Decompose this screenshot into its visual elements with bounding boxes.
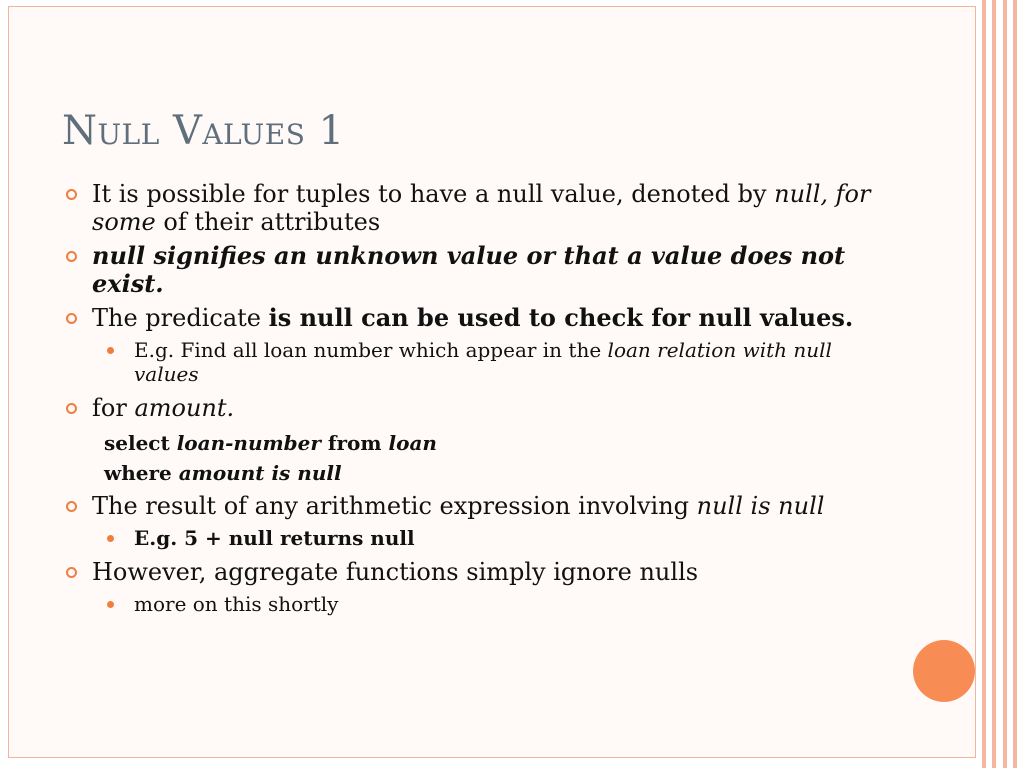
- code-line: [62, 428, 892, 458]
- bullet-text-bold-italic: null signifies an unknown value or that a value does not exist.: [92, 241, 846, 298]
- bullet-text-italic: null, for some: [92, 180, 871, 236]
- bullet-ring-icon: [66, 189, 77, 200]
- code-identifier: loan: [388, 431, 437, 455]
- bullet-item: [62, 180, 892, 236]
- code-keyword: from: [320, 431, 389, 455]
- bullet-item: [62, 492, 892, 520]
- decorative-stripe: [992, 0, 996, 768]
- code-identifier: amount is null: [178, 461, 342, 485]
- bullet-dot-icon: [107, 601, 114, 608]
- bullet-text-italic: amount.: [134, 394, 235, 422]
- sub-bullet-text: more on this shortly: [134, 592, 339, 616]
- bullet-item: [62, 304, 892, 332]
- bullet-dot-icon: [107, 347, 114, 354]
- bullet-item: [62, 394, 892, 422]
- bullet-ring-icon: [66, 501, 77, 512]
- decorative-circle: [913, 640, 975, 702]
- bullet-text: It is possible for tuples to have a null value, denoted by: [92, 180, 775, 208]
- bullet-item: [62, 558, 892, 586]
- decorative-stripe: [1003, 0, 1007, 768]
- bullet-ring-icon: [66, 403, 77, 414]
- code-line: [62, 458, 892, 488]
- bullet-ring-icon: [66, 567, 77, 578]
- bullet-text: for: [92, 394, 135, 422]
- bullet-text: The result of any arithmetic expression involving: [92, 492, 697, 520]
- sub-bullet-item: [62, 338, 892, 386]
- code-identifier: loan-number: [176, 431, 321, 455]
- bullet-ring-icon: [66, 251, 77, 262]
- decorative-stripe: [982, 0, 986, 768]
- bullet-text: However, aggregate functions simply ignore nulls: [92, 558, 699, 586]
- bullet-dot-icon: [107, 535, 114, 542]
- sub-bullet-text-italic: loan relation with null values: [134, 338, 832, 386]
- decorative-stripe: [1013, 0, 1017, 768]
- bullet-text: The predicate: [92, 304, 269, 332]
- bullet-text-bold: is null can be used to check for null values.: [268, 303, 854, 332]
- code-keyword: select: [104, 431, 177, 455]
- bullet-text-italic: null is null: [696, 492, 825, 520]
- bullet-item: [62, 242, 892, 298]
- sub-bullet-item: [62, 526, 892, 550]
- code-keyword: where: [104, 461, 179, 485]
- sub-bullet-text: E.g. Find all loan number which appear in the: [134, 338, 608, 362]
- sub-bullet-item: [62, 592, 892, 616]
- sub-bullet-text-bold: E.g. 5 + null returns null: [134, 526, 415, 550]
- bullet-ring-icon: [66, 313, 77, 324]
- slide-title: Null Values 1: [62, 108, 345, 154]
- bullet-text: of their attributes: [155, 208, 381, 236]
- slide-content: [62, 180, 892, 624]
